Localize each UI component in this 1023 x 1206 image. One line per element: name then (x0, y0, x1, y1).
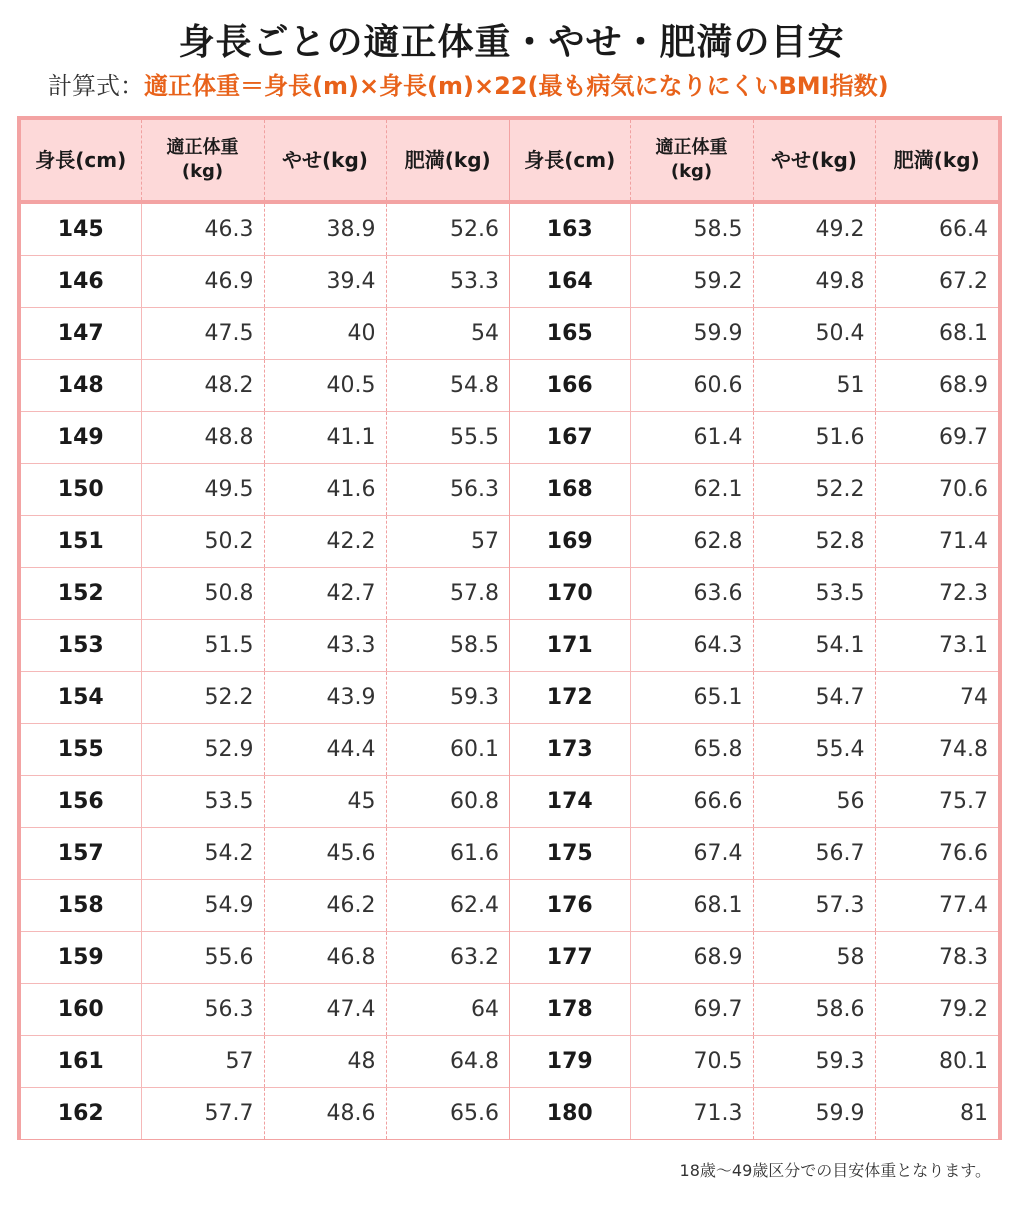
weight-table-left (21, 120, 509, 1139)
cell-thin-weight: 49.8 (753, 256, 875, 308)
table-row (510, 672, 998, 724)
cell-height: 145 (21, 202, 141, 256)
cell-height: 169 (510, 516, 630, 568)
cell-thin-weight: 59.3 (753, 1036, 875, 1088)
cell-ideal-weight: 57.7 (141, 1088, 264, 1140)
cell-thin-weight: 41.6 (264, 464, 386, 516)
cell-obese-weight: 81 (960, 1101, 988, 1126)
weight-table-frame (17, 116, 1002, 1140)
cell-ideal-weight: 52.9 (141, 724, 264, 776)
cell-height: 164 (510, 256, 630, 308)
cell-thin-weight: 53.5 (753, 568, 875, 620)
table-row (21, 464, 509, 516)
cell-obese-weight: 74 (875, 672, 998, 724)
weight-table-right (510, 120, 998, 1139)
cell-ideal-weight: 48.8 (141, 412, 264, 464)
cell-obese-weight: 69.7 (875, 412, 998, 464)
table-row (510, 464, 998, 516)
header-ideal (141, 120, 264, 202)
table-row (21, 724, 509, 776)
cell-obese-weight: 68.9 (875, 360, 998, 412)
cell-obese-weight: 64 (386, 984, 509, 1036)
cell-thin-weight: 54.7 (753, 672, 875, 724)
cell-obese-weight: 73.1 (875, 620, 998, 672)
cell-height: 147 (21, 308, 141, 360)
cell-obese-weight: 70.6 (875, 464, 998, 516)
table-row (510, 984, 998, 1036)
table-row (510, 932, 998, 984)
header-ideal-line2: (kg) (181, 161, 224, 182)
cell-thin-weight: 48.6 (264, 1088, 386, 1140)
cell-height: 155 (21, 724, 141, 776)
formula-line (48, 66, 1008, 101)
cell-ideal-weight: 59.9 (630, 308, 753, 360)
cell-ideal-weight: 65.8 (630, 724, 753, 776)
cell-height: 157 (21, 828, 141, 880)
cell-obese-weight: 56.3 (386, 464, 509, 516)
cell-height: 152 (21, 568, 141, 620)
table-body-right (510, 202, 998, 1139)
cell-ideal-weight: 56.3 (141, 984, 264, 1036)
cell-obese-weight: 58.5 (386, 620, 509, 672)
header-obese: 肥満(kg) (875, 120, 998, 202)
cell-thin-weight: 51 (753, 360, 875, 412)
cell-ideal-weight: 51.5 (141, 620, 264, 672)
cell-ideal-weight: 50.8 (141, 568, 264, 620)
cell-thin-weight: 46.8 (264, 932, 386, 984)
cell-thin-weight: 54.1 (753, 620, 875, 672)
cell-ideal-weight: 54.2 (141, 828, 264, 880)
cell-ideal-weight: 62.8 (630, 516, 753, 568)
cell-thin-weight: 50.4 (753, 308, 875, 360)
table-row (510, 412, 998, 464)
cell-ideal-weight: 68.1 (630, 880, 753, 932)
cell-obese-weight: 64.8 (386, 1036, 509, 1088)
cell-thin-weight: 45 (264, 776, 386, 828)
table-row (21, 828, 509, 880)
table-row (21, 1088, 509, 1140)
cell-height: 180 (510, 1088, 630, 1140)
cell-ideal-weight: 52.2 (141, 672, 264, 724)
cell-obese-weight: 54.8 (386, 360, 509, 412)
table-row (510, 360, 998, 412)
cell-height: 161 (21, 1036, 141, 1088)
cell-ideal-weight: 48.2 (141, 360, 264, 412)
table-header-row (21, 120, 509, 202)
cell-thin-weight: 55.4 (753, 724, 875, 776)
cell-ideal-weight: 54.9 (141, 880, 264, 932)
cell-ideal-weight: 53.5 (141, 776, 264, 828)
cell-obese-weight: 65.6 (450, 1101, 499, 1126)
table-row (21, 202, 509, 256)
cell-thin-weight: 38.9 (264, 202, 386, 256)
cell-obese-weight: 52.6 (386, 202, 509, 256)
cell-obese-weight: 71.4 (875, 516, 998, 568)
footnote: 18歳～49歳区分での目安体重となります。 (679, 1161, 991, 1180)
cell-ideal-weight: 68.9 (630, 932, 753, 984)
table-row (21, 308, 509, 360)
cell-obese-weight: 63.2 (386, 932, 509, 984)
cell-obese-weight: 60.8 (386, 776, 509, 828)
cell-ideal-weight: 46.9 (141, 256, 264, 308)
table-body-left (21, 202, 509, 1139)
cell-height: 179 (510, 1036, 630, 1088)
cell-height: 177 (510, 932, 630, 984)
cell-height: 160 (21, 984, 141, 1036)
cell-thin-weight: 52.8 (753, 516, 875, 568)
cell-height: 178 (510, 984, 630, 1036)
cell-thin-weight: 47.4 (264, 984, 386, 1036)
cell-thin-weight: 56 (753, 776, 875, 828)
table-row (510, 828, 998, 880)
table-header-row (510, 120, 998, 202)
cell-thin-weight: 56.7 (753, 828, 875, 880)
cell-thin-weight: 42.7 (264, 568, 386, 620)
table-row (510, 202, 998, 256)
table-row (510, 256, 998, 308)
cell-height: 151 (21, 516, 141, 568)
cell-ideal-weight: 46.3 (141, 202, 264, 256)
cell-height: 173 (510, 724, 630, 776)
cell-ideal-weight: 63.6 (630, 568, 753, 620)
header-ideal-line1: 適正体重 (655, 137, 728, 158)
header-obese: 肥満(kg) (386, 120, 509, 202)
cell-obese-weight: 60.1 (386, 724, 509, 776)
cell-thin-weight: 57.3 (753, 880, 875, 932)
table-row (510, 776, 998, 828)
cell-obese-weight: 74.8 (875, 724, 998, 776)
table-row (510, 880, 998, 932)
cell-ideal-weight: 58.5 (630, 202, 753, 256)
cell-thin-weight: 44.4 (264, 724, 386, 776)
cell-ideal-weight: 60.6 (630, 360, 753, 412)
cell-ideal-weight: 69.7 (630, 984, 753, 1036)
cell-thin-weight: 52.2 (753, 464, 875, 516)
cell-obese-weight: 75.7 (875, 776, 998, 828)
header-thin: やせ(kg) (753, 120, 875, 202)
cell-height: 150 (21, 464, 141, 516)
table-row (510, 516, 998, 568)
cell-thin-weight: 48 (264, 1036, 386, 1088)
cell-thin-weight: 59.9 (753, 1088, 875, 1140)
table-row (21, 360, 509, 412)
cell-obese-weight: 72.3 (875, 568, 998, 620)
cell-height: 170 (510, 568, 630, 620)
cell-obese-weight: 57.8 (386, 568, 509, 620)
table-row (21, 412, 509, 464)
table-row (21, 516, 509, 568)
table-row (510, 568, 998, 620)
cell-thin-weight: 46.2 (264, 880, 386, 932)
cell-thin-weight: 42.2 (264, 516, 386, 568)
cell-obese-weight: 78.3 (875, 932, 998, 984)
page-title: 身長ごとの適正体重・やせ・肥満の目安 (178, 22, 845, 63)
table-row (510, 724, 998, 776)
formula-label: 計算式： (48, 72, 144, 100)
cell-obese-weight: 61.6 (386, 828, 509, 880)
cell-height: 162 (21, 1088, 141, 1140)
cell-ideal-weight: 59.2 (630, 256, 753, 308)
cell-obese-weight: 79.2 (875, 984, 998, 1036)
cell-ideal-weight: 71.3 (630, 1088, 753, 1140)
header-ideal (630, 120, 753, 202)
cell-obese-weight: 53.3 (386, 256, 509, 308)
table-row (21, 932, 509, 984)
cell-ideal-weight: 65.1 (630, 672, 753, 724)
cell-height: 153 (21, 620, 141, 672)
cell-height: 156 (21, 776, 141, 828)
cell-obese-weight: 77.4 (875, 880, 998, 932)
cell-height: 159 (21, 932, 141, 984)
cell-height: 163 (510, 202, 630, 256)
cell-thin-weight: 45.6 (264, 828, 386, 880)
cell-height: 158 (21, 880, 141, 932)
cell-height: 176 (510, 880, 630, 932)
cell-obese-weight: 76.6 (875, 828, 998, 880)
cell-height: 175 (510, 828, 630, 880)
table-row (21, 568, 509, 620)
formula-expression: 適正体重＝身長(m)×身長(m)×22(最も病気になりにくいBMI指数) (144, 72, 889, 100)
table-row (21, 880, 509, 932)
cell-thin-weight: 40 (264, 308, 386, 360)
cell-ideal-weight: 61.4 (630, 412, 753, 464)
cell-obese-weight: 80.1 (875, 1036, 998, 1088)
cell-height: 165 (510, 308, 630, 360)
cell-height: 171 (510, 620, 630, 672)
header-height: 身長(cm) (21, 120, 141, 202)
cell-thin-weight: 43.9 (264, 672, 386, 724)
cell-thin-weight: 41.1 (264, 412, 386, 464)
cell-obese-weight: 66.4 (875, 202, 998, 256)
cell-ideal-weight: 64.3 (630, 620, 753, 672)
cell-ideal-weight: 67.4 (630, 828, 753, 880)
table-row (510, 308, 998, 360)
table-row (21, 776, 509, 828)
cell-height: 146 (21, 256, 141, 308)
cell-height: 168 (510, 464, 630, 516)
cell-obese-weight: 62.4 (386, 880, 509, 932)
cell-thin-weight: 40.5 (264, 360, 386, 412)
cell-ideal-weight: 49.5 (141, 464, 264, 516)
cell-obese-weight: 67.2 (875, 256, 998, 308)
header-ideal-line1: 適正体重 (166, 137, 239, 158)
table-row (510, 1088, 998, 1140)
cell-ideal-weight: 50.2 (141, 516, 264, 568)
table-row (21, 256, 509, 308)
cell-obese-weight: 54 (386, 308, 509, 360)
cell-height: 148 (21, 360, 141, 412)
cell-ideal-weight: 57 (141, 1036, 264, 1088)
cell-thin-weight: 49.2 (753, 202, 875, 256)
cell-obese-weight: 55.5 (386, 412, 509, 464)
cell-ideal-weight: 47.5 (141, 308, 264, 360)
cell-ideal-weight: 66.6 (630, 776, 753, 828)
header-ideal-line2: (kg) (670, 161, 713, 182)
cell-height: 172 (510, 672, 630, 724)
header-height: 身長(cm) (510, 120, 630, 202)
cell-thin-weight: 58 (753, 932, 875, 984)
cell-height: 154 (21, 672, 141, 724)
cell-thin-weight: 58.6 (753, 984, 875, 1036)
table-row (21, 672, 509, 724)
cell-obese-weight: 57 (386, 516, 509, 568)
table-row (510, 620, 998, 672)
cell-obese-weight: 59.3 (386, 672, 509, 724)
table-row (510, 1036, 998, 1088)
cell-height: 167 (510, 412, 630, 464)
cell-height: 174 (510, 776, 630, 828)
header-thin: やせ(kg) (264, 120, 386, 202)
table-row (21, 1036, 509, 1088)
cell-thin-weight: 51.6 (753, 412, 875, 464)
cell-obese-weight: 68.1 (875, 308, 998, 360)
cell-ideal-weight: 62.1 (630, 464, 753, 516)
cell-height: 149 (21, 412, 141, 464)
cell-thin-weight: 43.3 (264, 620, 386, 672)
cell-ideal-weight: 70.5 (630, 1036, 753, 1088)
table-row (21, 620, 509, 672)
cell-height: 166 (510, 360, 630, 412)
table-row (21, 984, 509, 1036)
cell-ideal-weight: 55.6 (141, 932, 264, 984)
cell-thin-weight: 39.4 (264, 256, 386, 308)
